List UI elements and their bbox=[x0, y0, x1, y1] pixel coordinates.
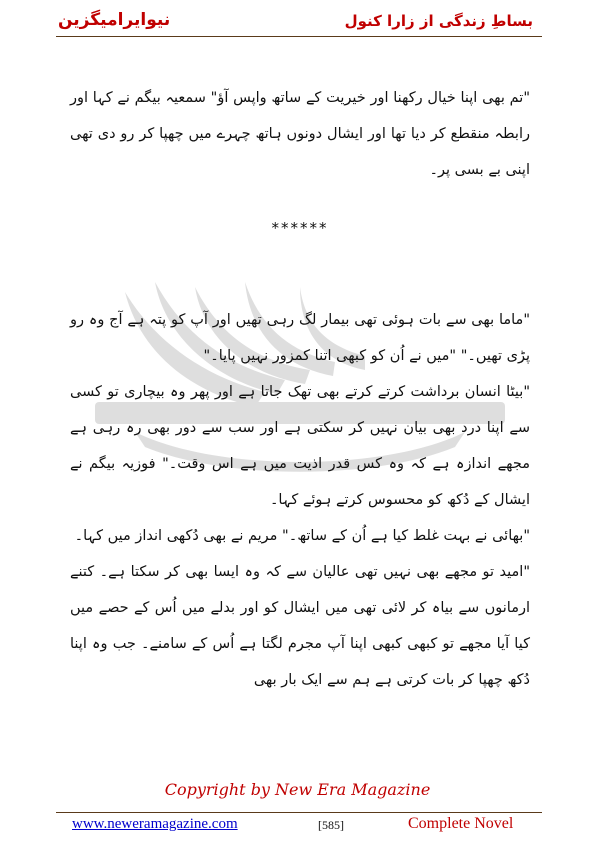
copyright-notice: Copyright by New Era Magazine bbox=[164, 780, 431, 799]
page-number: [585] bbox=[318, 818, 344, 832]
paragraph: "بیٹا انسان برداشت کرتے کرتے بھی تھک جاتا ہے اور پھر وہ بیچاری تو کسی سے اپنا درد بھی بیان نہیں کر سکتی ہے اور سب سے دور بھی رہ رہی ہے مجھے اندازہ ہے کہ وہ کس قدر اذیت میں ہے اس وقت۔" فوزیہ بیگم نے ایشال کے دُکھ کو محسوس کرتے ہوئے کہا۔ bbox=[70, 384, 530, 508]
website-link[interactable]: www.neweramagazine.com bbox=[72, 816, 238, 832]
novel-type-label: Complete Novel bbox=[408, 815, 514, 832]
paragraph: "بھائی نے بہت غلط کیا ہے اُن کے ساتھ۔" مریم نے بھی دُکھی انداز میں کہا۔ bbox=[74, 528, 530, 544]
footer-divider bbox=[56, 812, 542, 813]
paragraph: "ماما بھی سے بات ہوئی تھی بیمار لگ رہی تھیں اور آپ کو پتہ ہے آج وہ رو پڑی تھیں۔" "میں نے اُن کو کبھی اتنا کمزور نہیں پایا۔" bbox=[70, 312, 530, 364]
magazine-name: نیوایرامیگزین bbox=[58, 10, 171, 30]
paragraph-group-bottom bbox=[70, 302, 530, 698]
novel-title: بساطِ زندگی از زارا کنول bbox=[344, 12, 533, 30]
paragraph-group-top bbox=[70, 80, 530, 188]
header-divider bbox=[56, 36, 542, 37]
paragraph: "امید تو مجھے بھی نہیں تھی عالیان سے کہ وہ ایسا بھی کر سکتا ہے۔ کتنے ارمانوں سے بیاہ کر لائی تھی میں ایشال کو اور بدلے میں اُس کے حصے میں کیا آیا مجھے تو کبھی کبھی اپنا آپ مجرم لگتا ہے اُس کے سامنے۔ جب وہ اپنا دُکھ چھپا کر بات کرتی ہے ہم سے ایک بار بھی bbox=[70, 564, 530, 688]
section-separator: ****** bbox=[271, 219, 329, 237]
paragraph: "تم بھی اپنا خیال رکھنا اور خیریت کے ساتھ واپس آؤ" سمعیہ بیگم نے کہا اور رابطہ منقطع کر دیا تھا اور ایشال دونوں ہاتھ چہرے میں چھپا کر رو دی تھی اپنی بے بسی پر۔ bbox=[70, 90, 530, 178]
